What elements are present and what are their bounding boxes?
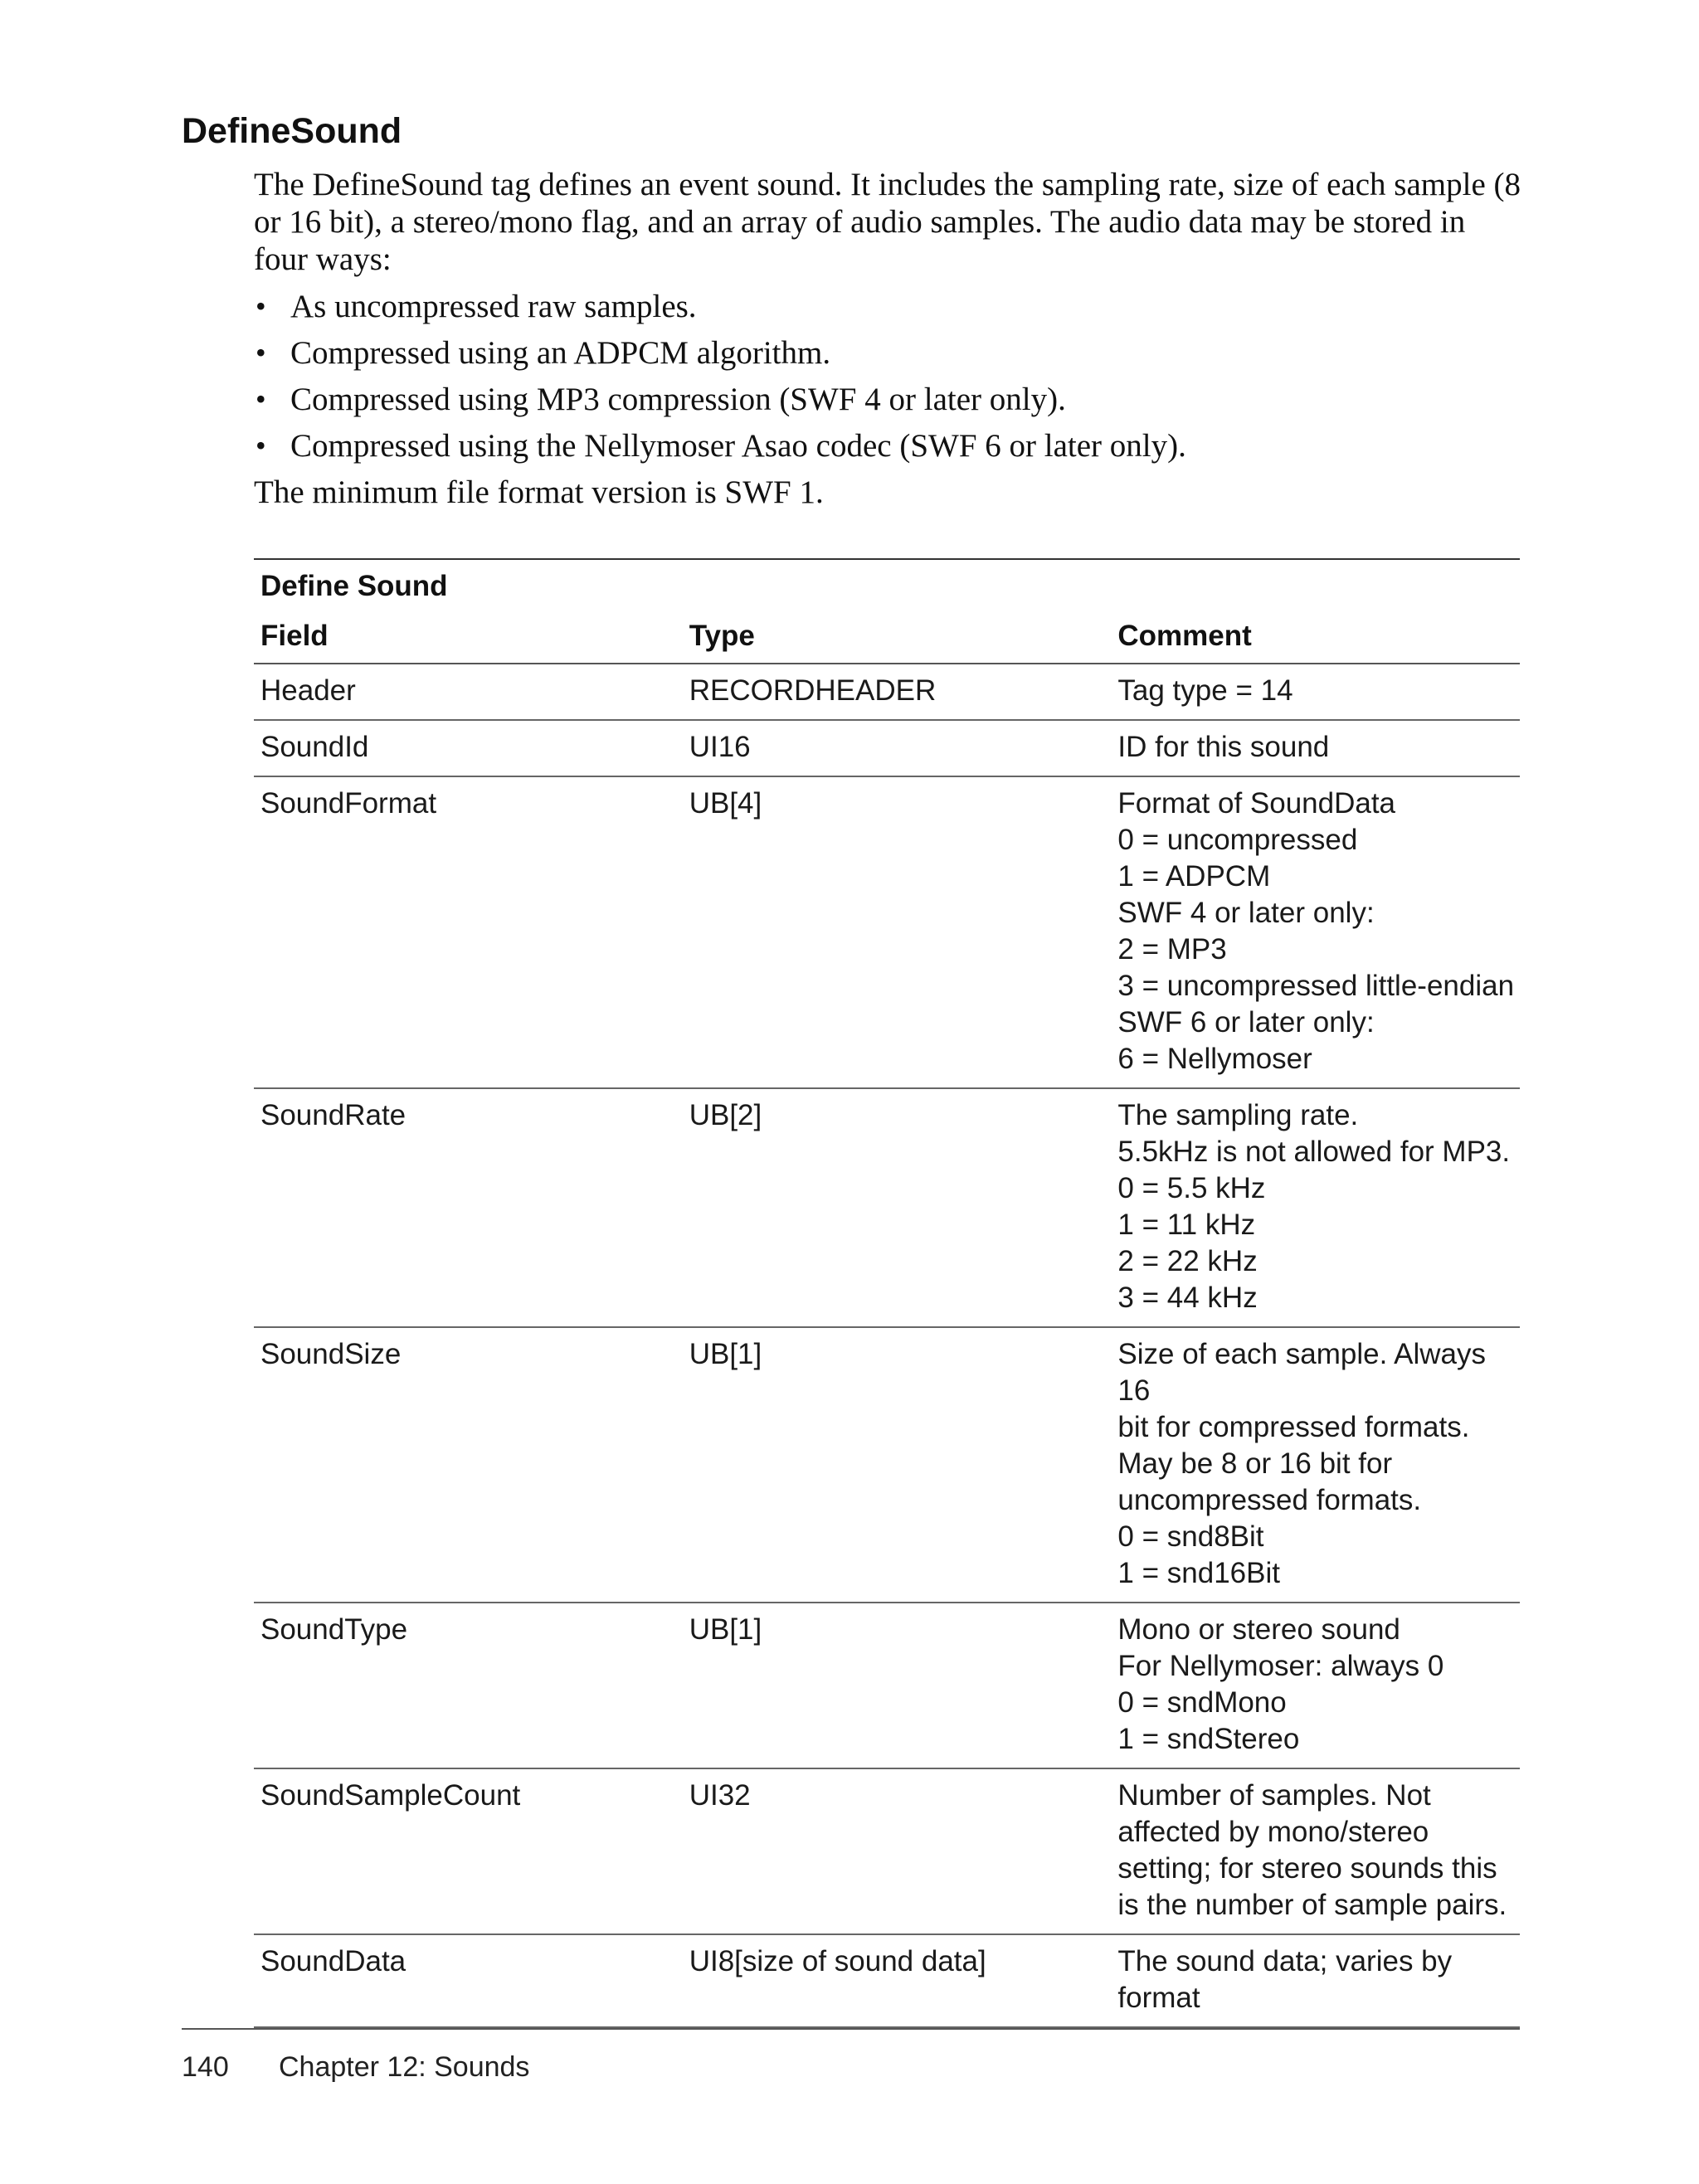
page-footer xyxy=(182,2049,529,2085)
list-item xyxy=(254,381,1523,418)
column-header-comment: Comment xyxy=(1111,608,1520,664)
table-row xyxy=(254,1327,1520,1603)
comment-cell xyxy=(1111,776,1520,1088)
body-text xyxy=(254,166,1523,511)
comment-cell xyxy=(1111,1603,1520,1768)
list-item xyxy=(254,427,1523,465)
table-header-row xyxy=(254,608,1520,664)
list-item-text: Compressed using the Nellymoser Asao codec (SWF 6 or later only). xyxy=(290,428,1186,464)
column-header-type: Type xyxy=(683,608,1112,664)
page-number: 140 xyxy=(182,2051,229,2083)
type-cell: UB[1] xyxy=(683,1603,1112,1768)
comment-line: 0 = uncompressed xyxy=(1117,824,1358,856)
list-item xyxy=(254,288,1523,325)
comment-cell xyxy=(1111,664,1520,720)
comment-cell xyxy=(1111,1327,1520,1603)
table-row xyxy=(254,1603,1520,1768)
comment-line: May be 8 or 16 bit for xyxy=(1117,1447,1393,1480)
list-item-text: As uncompressed raw samples. xyxy=(290,289,697,324)
comment-cell xyxy=(1111,1768,1520,1934)
comment-line: 1 = sndStereo xyxy=(1117,1723,1300,1755)
comment-line: SWF 6 or later only: xyxy=(1117,1006,1375,1038)
table-row xyxy=(254,776,1520,1088)
footer-divider xyxy=(182,2028,1520,2030)
storage-format-list xyxy=(254,288,1523,465)
comment-line: 1 = 11 kHz xyxy=(1117,1209,1256,1241)
comment-line: 2 = MP3 xyxy=(1117,933,1227,966)
field-cell: SoundFormat xyxy=(254,776,683,1088)
field-cell: SoundId xyxy=(254,720,683,776)
table-row xyxy=(254,664,1520,720)
comment-line: Size of each sample. Always 16 xyxy=(1117,1338,1486,1407)
type-cell: UB[2] xyxy=(683,1088,1112,1327)
comment-line: format xyxy=(1117,1982,1200,2014)
comment-line: Tag type = 14 xyxy=(1117,674,1293,707)
type-cell: UI32 xyxy=(683,1768,1112,1934)
bullet-icon: • xyxy=(256,289,266,323)
comment-cell xyxy=(1111,1088,1520,1327)
list-item-text: Compressed using MP3 compression (SWF 4 or later only). xyxy=(290,382,1066,417)
comment-line: The sound data; varies by xyxy=(1117,1945,1453,1977)
comment-line: Mono or stereo sound xyxy=(1117,1613,1400,1646)
comment-line: For Nellymoser: always 0 xyxy=(1117,1650,1444,1682)
table-row xyxy=(254,720,1520,776)
comment-line: SWF 4 or later only: xyxy=(1117,897,1375,929)
list-item-text: Compressed using an ADPCM algorithm. xyxy=(290,335,831,371)
comment-line: setting; for stereo sounds this xyxy=(1117,1852,1497,1885)
comment-line: 1 = snd16Bit xyxy=(1117,1557,1280,1589)
bullet-icon: • xyxy=(256,382,266,416)
comment-line: uncompressed formats. xyxy=(1117,1484,1422,1516)
comment-line: ID for this sound xyxy=(1117,731,1330,763)
type-cell: RECORDHEADER xyxy=(683,664,1112,720)
column-header-field: Field xyxy=(254,608,683,664)
type-cell: UB[4] xyxy=(683,776,1112,1088)
intro-paragraph: The DefineSound tag defines an event sound. It includes the sampling rate, size of each sample (8 or 16 bit), a stereo/mono flag, and an array of audio samples. The audio data may be stored in four ways: xyxy=(254,167,1521,277)
table-row xyxy=(254,1934,1520,2027)
section-heading: DefineSound xyxy=(182,111,402,151)
field-cell: SoundSampleCount xyxy=(254,1768,683,1934)
comment-line: bit for compressed formats. xyxy=(1117,1411,1470,1443)
comment-line: 3 = uncompressed little-endian xyxy=(1117,970,1515,1002)
table-row xyxy=(254,1088,1520,1327)
comment-cell xyxy=(1111,720,1520,776)
bullet-icon: • xyxy=(256,429,266,462)
comment-line: 5.5kHz is not allowed for MP3. xyxy=(1117,1136,1511,1168)
comment-line: 0 = sndMono xyxy=(1117,1686,1287,1719)
comment-line: Number of samples. Not xyxy=(1117,1779,1431,1812)
table-caption-row xyxy=(254,559,1520,608)
chapter-title: Chapter 12: Sounds xyxy=(279,2051,530,2083)
define-sound-table xyxy=(254,558,1520,2028)
comment-line: The sampling rate. xyxy=(1117,1099,1359,1131)
comment-line: 6 = Nellymoser xyxy=(1117,1043,1312,1075)
comment-line: Format of SoundData xyxy=(1117,787,1396,820)
field-cell: SoundRate xyxy=(254,1088,683,1327)
comment-line: affected by mono/stereo xyxy=(1117,1816,1429,1848)
field-cell: SoundType xyxy=(254,1603,683,1768)
comment-line: 3 = 44 kHz xyxy=(1117,1282,1258,1314)
comment-cell xyxy=(1111,1934,1520,2027)
type-cell: UB[1] xyxy=(683,1327,1112,1603)
comment-line: 0 = 5.5 kHz xyxy=(1117,1172,1266,1204)
list-item xyxy=(254,334,1523,372)
minimum-version-text: The minimum file format version is SWF 1. xyxy=(254,474,824,510)
type-cell: UI8[size of sound data] xyxy=(683,1934,1112,2027)
bullet-icon: • xyxy=(256,336,266,369)
field-cell: SoundSize xyxy=(254,1327,683,1603)
field-cell: SoundData xyxy=(254,1934,683,2027)
comment-line: 1 = ADPCM xyxy=(1117,860,1271,893)
type-cell: UI16 xyxy=(683,720,1112,776)
table-caption: Define Sound xyxy=(254,559,1520,608)
comment-line: is the number of sample pairs. xyxy=(1117,1889,1507,1921)
comment-line: 0 = snd8Bit xyxy=(1117,1520,1264,1553)
table-row xyxy=(254,1768,1520,1934)
field-cell: Header xyxy=(254,664,683,720)
comment-line: 2 = 22 kHz xyxy=(1117,1245,1258,1277)
